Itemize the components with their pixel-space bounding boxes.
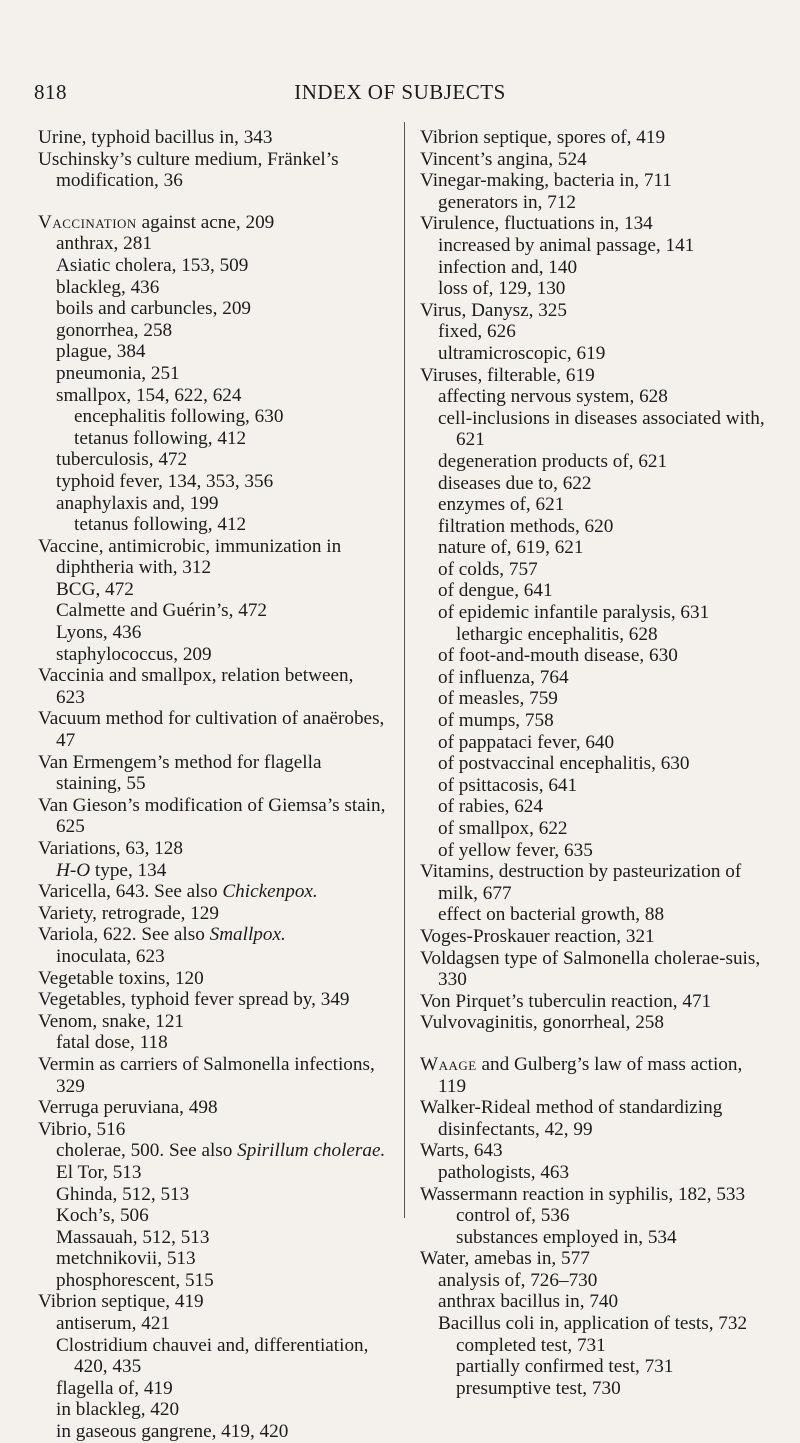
index-entry <box>420 1378 772 1400</box>
index-entry <box>420 1140 772 1162</box>
index-entry <box>420 602 772 624</box>
index-entry <box>38 514 386 536</box>
index-entry-text: Verruga peruviana, 498 <box>38 1097 218 1119</box>
index-entry <box>420 386 772 408</box>
index-entry <box>420 1335 772 1357</box>
index-entry-text: of dengue, 641 <box>438 580 553 602</box>
index-entry-text: Vegetables, typhoid fever spread by, 349 <box>38 989 350 1011</box>
index-entry <box>38 255 386 277</box>
index-entry <box>38 1011 386 1033</box>
index-entry-text: Vermin as carriers of Salmonella infections, 329 <box>38 1053 375 1097</box>
index-entry-text: anaphylaxis and, 199 <box>56 492 219 514</box>
index-entry-text: affecting nervous system, 628 <box>438 386 668 408</box>
index-entry-text: in blackleg, 420 <box>56 1399 180 1421</box>
index-entry <box>38 1032 386 1054</box>
index-entry <box>420 192 772 214</box>
index-entry-text: in gaseous gangrene, 419, 420 <box>56 1421 289 1443</box>
index-entry-text: effect on bacterial growth, 88 <box>438 904 665 926</box>
index-entry-text: tetanus following, 412 <box>74 427 247 449</box>
index-entry <box>420 408 772 451</box>
index-entry-text: Vitamins, destruction by pasteurization of milk, 677 <box>420 861 742 904</box>
index-entry <box>38 233 386 255</box>
index-entry-text: ultramicroscopic, 619 <box>438 342 606 364</box>
index-entry-text: Clostridium chauvei and, differentiation, 420, 435 <box>56 1334 369 1378</box>
index-entry-text: substances employed in, 534 <box>456 1226 677 1248</box>
index-entry <box>420 1184 772 1206</box>
index-entry-text: nature of, 619, 621 <box>438 537 584 559</box>
index-entry-text: loss of, 129, 130 <box>438 278 566 300</box>
page-number: 818 <box>34 80 67 104</box>
index-entry-text: tetanus following, 412 <box>74 514 247 536</box>
index-entry-text: staphylococcus, 209 <box>56 643 212 665</box>
index-entry <box>38 1421 386 1443</box>
index-entry <box>38 1378 386 1400</box>
index-entry <box>38 1399 386 1421</box>
index-entry <box>38 903 386 925</box>
index-entry <box>420 796 772 818</box>
index-entry-text: Van Ermengem’s method for flagella staining, 55 <box>38 751 322 795</box>
index-entry <box>38 1270 386 1292</box>
index-entry-text: diseases due to, 622 <box>438 472 592 494</box>
index-entry-text: Koch’s, 506 <box>56 1205 149 1227</box>
index-entry <box>420 127 772 149</box>
index-entry <box>38 752 386 795</box>
index-entry <box>38 406 386 428</box>
index-entry-text: Vaccinia and smallpox, relation between, 623 <box>38 665 354 708</box>
index-entry <box>38 428 386 450</box>
index-entry-text: of epidemic infantile paralysis, 631 <box>438 602 710 624</box>
index-entry-text: Calmette and Guérin’s, 472 <box>56 600 268 622</box>
index-entry <box>420 1356 772 1378</box>
index-entry-text: and Gulberg’s law of mass action, 119 <box>438 1053 743 1097</box>
index-entry-text: of psittacosis, 641 <box>438 774 578 796</box>
index-entry <box>38 320 386 342</box>
index-entry-text: encephalitis following, 630 <box>74 406 284 428</box>
index-entry-text: Asiatic cholera, 153, 509 <box>56 254 249 276</box>
index-entry <box>38 795 386 838</box>
index-entry <box>38 989 386 1011</box>
index-entry-text: phosphorescent, 515 <box>56 1269 214 1291</box>
index-entry <box>38 341 386 363</box>
index-entry <box>38 1054 386 1097</box>
index-entry <box>420 365 772 387</box>
index-entry-text: of smallpox, 622 <box>438 818 568 839</box>
index-entry <box>38 665 386 708</box>
index-entry <box>38 1162 386 1184</box>
index-entry <box>38 149 386 192</box>
index-entry-text: of mumps, 758 <box>438 710 554 732</box>
index-entry <box>420 710 772 732</box>
index-entry <box>420 343 772 365</box>
index-entry-text: Urine, typhoid bacillus in, 343 <box>38 127 273 148</box>
index-entry <box>420 818 772 840</box>
index-entry <box>38 1119 386 1141</box>
index-entry <box>38 708 386 751</box>
index-entry-text: Massauah, 512, 513 <box>56 1226 210 1248</box>
index-entry-text: Von Pirquet’s tuberculin reaction, 471 <box>420 990 712 1012</box>
index-entry <box>38 579 386 601</box>
index-entry <box>420 1248 772 1270</box>
index-entry-text: flagella of, 419 <box>56 1377 173 1399</box>
index-entry-text: anthrax, 281 <box>56 233 152 255</box>
index-entry <box>420 494 772 516</box>
index-entry <box>420 840 772 862</box>
index-entry <box>420 537 772 559</box>
index-entry-text: cholerae, 500. See also <box>56 1140 238 1162</box>
index-entry-text: of postvaccinal encephalitis, 630 <box>438 753 690 775</box>
index-entry-text: partially confirmed test, 731 <box>456 1356 674 1378</box>
index-entry-text: Ghinda, 512, 513 <box>56 1183 190 1205</box>
index-entry-text: Vibrion septique, spores of, 419 <box>420 127 666 148</box>
index-entry <box>38 385 386 407</box>
index-entry-text: pneumonia, 251 <box>56 362 180 384</box>
index-entry <box>420 559 772 581</box>
index-entry-text: Voldagsen type of Salmonella cholerae-suis, 330 <box>420 947 761 991</box>
index-entry-cross-ref: Smallpox. <box>209 924 286 946</box>
page-title: INDEX OF SUBJECTS <box>294 80 506 104</box>
index-entry-cross-ref: Spirillum cholerae. <box>237 1140 386 1162</box>
index-entry <box>38 1097 386 1119</box>
index-entry <box>420 278 772 300</box>
index-entry-text: El Tor, 513 <box>56 1161 142 1183</box>
index-entry-text: of yellow fever, 635 <box>438 839 593 861</box>
index-entry <box>38 449 386 471</box>
index-entry-text: inoculata, 623 <box>56 945 165 967</box>
index-entry <box>420 753 772 775</box>
index-entry <box>420 1291 772 1313</box>
index-entry-text: of pappataci fever, 640 <box>438 731 615 753</box>
index-entry <box>38 493 386 515</box>
index-entry-text: Vibrion septique, 419 <box>38 1291 204 1313</box>
index-entry-text: Vegetable toxins, 120 <box>38 967 204 989</box>
index-entry-text: Vaccine, antimicrobic, immunization in diphtheria with, 312 <box>38 535 342 579</box>
index-column-right <box>420 127 772 1399</box>
index-entry-text: Water, amebas in, 577 <box>420 1248 590 1270</box>
index-entry-text: Varicella, 643. See also <box>38 881 223 903</box>
index-entry-text: Variations, 63, 128 <box>38 838 183 859</box>
index-entry-text: plague, 384 <box>56 341 146 363</box>
index-entry <box>420 1313 772 1335</box>
index-entry <box>420 645 772 667</box>
index-entry <box>420 170 772 192</box>
index-entry <box>420 451 772 473</box>
index-entry <box>420 926 772 948</box>
index-entry <box>38 212 386 234</box>
index-entry-text: control of, 536 <box>456 1205 570 1227</box>
index-entry <box>38 600 386 622</box>
index-entry-text: Variety, retrograde, 129 <box>38 902 219 924</box>
index-entry-text: Viruses, filterable, 619 <box>420 364 595 386</box>
index-entry-text: presumptive test, 730 <box>456 1377 621 1399</box>
index-entry <box>420 473 772 495</box>
index-entry-cross-ref: Chickenpox. <box>222 881 318 903</box>
index-entry <box>420 948 772 991</box>
index-entry-text: anthrax bacillus in, 740 <box>438 1291 619 1313</box>
page-header <box>34 80 766 106</box>
index-entry <box>420 257 772 279</box>
index-entry-text: Voges-Proskauer reaction, 321 <box>420 925 655 947</box>
index-entry <box>420 1097 772 1140</box>
index-entry <box>38 1291 386 1313</box>
index-entry <box>38 1227 386 1249</box>
index-entry-text: Vinegar-making, bacteria in, 711 <box>420 170 672 192</box>
index-entry <box>38 471 386 493</box>
index-column-left <box>38 127 386 1443</box>
index-entry-text: completed test, 731 <box>456 1334 606 1356</box>
index-entry <box>38 1184 386 1206</box>
index-entry-text: fatal dose, 118 <box>56 1032 168 1054</box>
index-entry-text: Venom, snake, 121 <box>38 1010 185 1032</box>
index-entry <box>420 516 772 538</box>
index-entry-text: blackleg, 436 <box>56 276 160 298</box>
index-entry <box>420 235 772 257</box>
index-entry <box>420 1012 772 1034</box>
index-entry-text: Bacillus coli in, application of tests, 732 <box>438 1313 748 1335</box>
index-entry-text: degeneration products of, 621 <box>438 450 668 472</box>
index-entry-text: generators in, 712 <box>438 191 577 213</box>
index-entry-text: Variola, 622. See also <box>38 924 210 946</box>
index-entry-text: Vibrio, 516 <box>38 1118 126 1140</box>
index-entry-italic: H-O <box>56 859 91 881</box>
index-entry-text: tuberculosis, 472 <box>56 449 188 471</box>
index-entry <box>38 127 386 149</box>
index-entry-text: antiserum, 421 <box>56 1313 171 1335</box>
index-entry <box>38 1140 386 1162</box>
index-entry <box>420 213 772 235</box>
index-entry <box>38 1313 386 1335</box>
index-entry-text: of measles, 759 <box>438 688 558 710</box>
index-entry-text: infection and, 140 <box>438 256 578 278</box>
index-entry <box>420 667 772 689</box>
index-entry <box>420 904 772 926</box>
index-entry-text: Lyons, 436 <box>56 622 142 644</box>
index-entry <box>38 1335 386 1378</box>
column-divider <box>404 122 405 1218</box>
index-entry-text: increased by animal passage, 141 <box>438 234 695 256</box>
index-entry-text: enzymes of, 621 <box>438 494 565 516</box>
index-entry-text: cell-inclusions in diseases associated with, 621 <box>438 407 765 451</box>
index-entry <box>420 991 772 1013</box>
index-entry <box>420 861 772 904</box>
index-entry-text: Vacuum method for cultivation of anaërobes, 47 <box>38 708 385 752</box>
index-entry-text: of rabies, 624 <box>438 796 543 818</box>
index-entry-text: typhoid fever, 134, 353, 356 <box>56 470 274 492</box>
index-entry-text: of influenza, 764 <box>438 666 569 688</box>
index-entry <box>420 775 772 797</box>
index-entry-text: Virulence, fluctuations in, 134 <box>420 213 653 235</box>
index-entry-text: Walker-Rideal method of standardizing disinfectants, 42, 99 <box>420 1097 723 1140</box>
index-entry <box>38 277 386 299</box>
index-entry-text: Van Gieson’s modification of Giemsa’s stain, 625 <box>38 794 386 838</box>
index-entry-text: gonorrhea, 258 <box>56 319 173 341</box>
index-entry <box>38 860 386 882</box>
index-entry-text: Warts, 643 <box>420 1140 503 1162</box>
index-entry <box>420 1162 772 1184</box>
index-entry-text: of foot-and-mouth disease, 630 <box>438 645 678 667</box>
index-entry-text: metchnikovii, 513 <box>56 1248 196 1270</box>
index-entry <box>38 924 386 946</box>
index-entry-text: pathologists, 463 <box>438 1161 570 1183</box>
index-entry <box>420 321 772 343</box>
index-entry-text: analysis of, 726–730 <box>438 1269 598 1291</box>
index-entry <box>38 644 386 666</box>
index-entry <box>420 688 772 710</box>
index-entry <box>420 624 772 646</box>
index-entry-text: type, 134 <box>90 859 167 881</box>
index-entry <box>38 363 386 385</box>
index-entry-text: filtration methods, 620 <box>438 515 614 537</box>
index-entry <box>38 946 386 968</box>
index-entry-text: of colds, 757 <box>438 558 538 580</box>
index-entry-text: BCG, 472 <box>56 578 134 600</box>
index-entry-text: Virus, Danysz, 325 <box>420 299 567 321</box>
index-entry-text: boils and carbuncles, 209 <box>56 298 252 320</box>
index-entry <box>420 1054 772 1097</box>
index-entry <box>38 1205 386 1227</box>
index-entry <box>420 580 772 602</box>
index-entry <box>420 300 772 322</box>
index-entry-text: Uschinsky’s culture medium, Fränkel’s modification, 36 <box>38 148 339 192</box>
index-entry-text: Vulvovaginitis, gonorrheal, 258 <box>420 1012 664 1034</box>
index-entry <box>420 149 772 171</box>
index-entry <box>38 622 386 644</box>
index-entry-lead: Waage <box>420 1053 477 1075</box>
index-entry <box>420 732 772 754</box>
index-entry-text: Wassermann reaction in syphilis, 182, 533 <box>420 1183 746 1205</box>
index-entry-text: against acne, 209 <box>136 211 275 233</box>
index-entry-text: smallpox, 154, 622, 624 <box>56 384 242 406</box>
index-entry <box>420 1227 772 1249</box>
index-entry <box>38 1248 386 1270</box>
index-entry <box>38 298 386 320</box>
index-entry-text: lethargic encephalitis, 628 <box>456 623 658 645</box>
index-entry-lead: Vaccination <box>38 211 137 233</box>
index-entry-text: fixed, 626 <box>438 321 516 343</box>
index-entry <box>420 1270 772 1292</box>
index-entry <box>38 881 386 903</box>
index-entry-text: Vincent’s angina, 524 <box>420 148 587 170</box>
index-entry <box>38 968 386 990</box>
index-entry <box>420 1205 772 1227</box>
index-entry <box>38 536 386 579</box>
index-entry <box>38 838 386 860</box>
